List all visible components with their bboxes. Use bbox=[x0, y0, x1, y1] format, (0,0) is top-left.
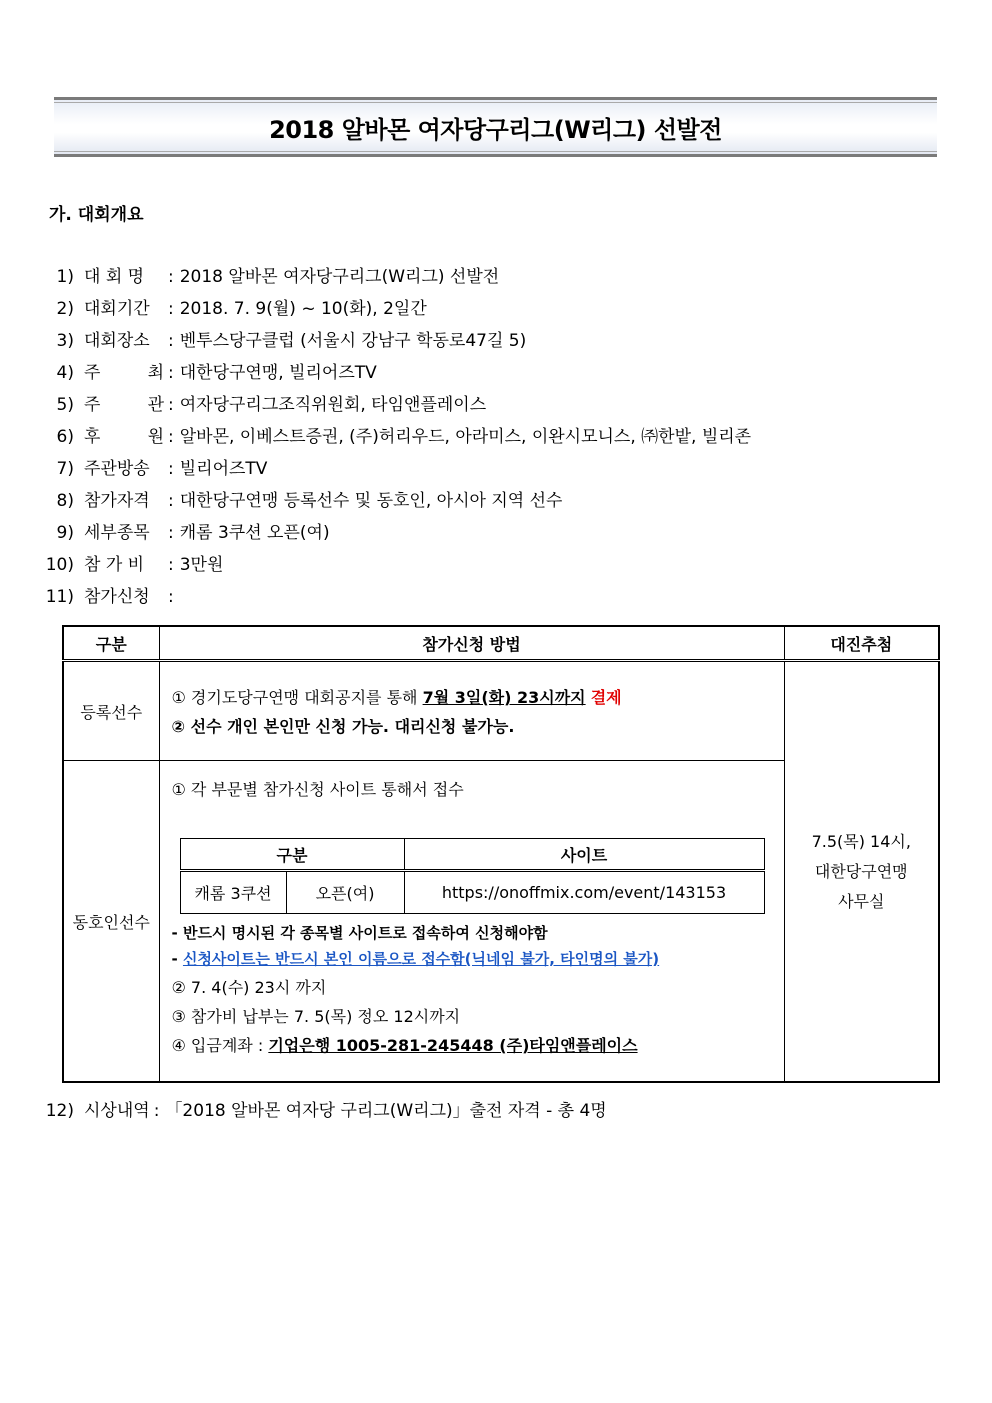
info-value: 캐롬 3쿠션 오픈(여) bbox=[179, 523, 330, 543]
prize-line: 12) 시상내역 : 「2018 알바몬 여자당 구리그(W리그)」출전 자격 - 총 4명 bbox=[45, 1101, 607, 1121]
info-line-organizer: 5) 주 관 : 여자당구리그조직위원회, 타임앤플레이스 bbox=[56, 395, 487, 415]
section-title: 가. 대회개요 bbox=[49, 205, 144, 225]
bank-account: 기업은행 1005-281-245448 (주)타임앤플레이스 bbox=[268, 1036, 638, 1055]
payment-label: 결제 bbox=[590, 688, 622, 707]
info-line-event: 9) 세부종목 : 캐롬 3쿠션 오픈(여) bbox=[56, 523, 330, 543]
registered-deadline: 7월 3일(화) 23시까지 bbox=[422, 688, 586, 707]
category-amateur: 동호인선수 bbox=[63, 761, 159, 1083]
info-line-application: 11) 참가신청 : bbox=[45, 587, 174, 607]
header-method: 참가신청 방법 bbox=[159, 626, 784, 661]
category-registered: 등록선수 bbox=[63, 661, 159, 761]
info-value: 3만원 bbox=[179, 555, 224, 575]
application-table bbox=[62, 625, 940, 1083]
info-value: 벤투스당구클럽 (서울시 강남구 학동로47길 5) bbox=[179, 331, 527, 351]
header-draw: 대진추첨 bbox=[784, 626, 939, 661]
registered-method: ① 경기도당구연맹 대회공지를 통해 7월 3일(화) 23시까지 결제 ② 선수 개인 본인만 신청 가능. 대리신청 불가능. bbox=[159, 661, 784, 761]
info-line-fee: 10) 참 가 비 : 3만원 bbox=[45, 555, 224, 575]
info-line-eligibility: 8) 참가자격 : 대한당구연맹 등록선수 및 동호인, 아시아 지역 선수 bbox=[56, 491, 563, 511]
registration-site-link[interactable]: https://onoffmix.com/event/143153 bbox=[404, 871, 764, 914]
info-line-host: 4) 주 최 : 대한당구연맹, 빌리어즈TV bbox=[56, 363, 377, 383]
draw-info: 7.5(목) 14시, 대한당구연맹 사무실 bbox=[784, 661, 939, 1083]
info-line-sponsor: 6) 후 원 : 알바몬, 이베스트증권, (주)허리우드, 아라미스, 이완시모니스, ㈜한밭, 빌리존 bbox=[56, 427, 752, 447]
site-table: 구분 사이트 캐롬 3쿠션 오픈(여) https://onoffmix.com/event/143153 bbox=[180, 838, 765, 914]
title-banner bbox=[54, 97, 937, 157]
info-line-venue: 3) 대회장소 : 벤투스당구클럽 (서울시 강남구 학동로47길 5) bbox=[56, 331, 527, 351]
info-line-name: 1) 대 회 명 : 2018 알바몬 여자당구리그(W리그) 선발전 bbox=[56, 267, 500, 287]
amateur-method: ① 각 부문별 참가신청 사이트 통해서 접수 구분 사이트 캐롬 3쿠션 오픈(여) https://onoffmix.com/event/143153 - 반드시 명시된 각 종목별 사이트로 접속하여 신청해야함 - 신청사이트는 반드시 본인 이름으로 접수함(닉네임 불가, 타인명의 불가) ② 7. 4(수) 23시 까지 ③ 참가비 납부는 7. 5(목) 정오 12시까지 ④ 입금계좌 : 기업은행 1005-281-245448 (주)타임앤플레이스 bbox=[159, 761, 784, 1083]
registered-note: ② 선수 개인 본인만 신청 가능. 대리신청 불가능. bbox=[171, 717, 515, 736]
document-title: 2018 알바몬 여자당구리그(W리그) 선발전 bbox=[269, 115, 722, 144]
info-value: 여자당구리그조직위원회, 타임앤플레이스 bbox=[179, 395, 487, 415]
amateur-note-1: - 반드시 명시된 각 종목별 사이트로 접속하여 신청해야함 bbox=[171, 924, 548, 942]
info-line-period: 2) 대회기간 : 2018. 7. 9(월) ~ 10(화), 2일간 bbox=[56, 299, 427, 319]
amateur-note-2: - 신청사이트는 반드시 본인 이름으로 접수함(닉네임 불가, 타인명의 불가) bbox=[171, 950, 660, 968]
info-value: 빌리어즈TV bbox=[179, 459, 268, 479]
info-value: 알바몬, 이베스트증권, (주)허리우드, 아라미스, 이완시모니스, ㈜한밭, 빌리존 bbox=[179, 427, 752, 447]
info-line-broadcast: 7) 주관방송 : 빌리어즈TV bbox=[56, 459, 268, 479]
info-value: 2018. 7. 9(월) ~ 10(화), 2일간 bbox=[179, 299, 427, 319]
info-value: 대한당구연맹, 빌리어즈TV bbox=[179, 363, 377, 383]
info-value: 대한당구연맹 등록선수 및 동호인, 아시아 지역 선수 bbox=[179, 491, 563, 511]
header-category: 구분 bbox=[63, 626, 159, 661]
info-value: 2018 알바몬 여자당구리그(W리그) 선발전 bbox=[179, 267, 500, 287]
